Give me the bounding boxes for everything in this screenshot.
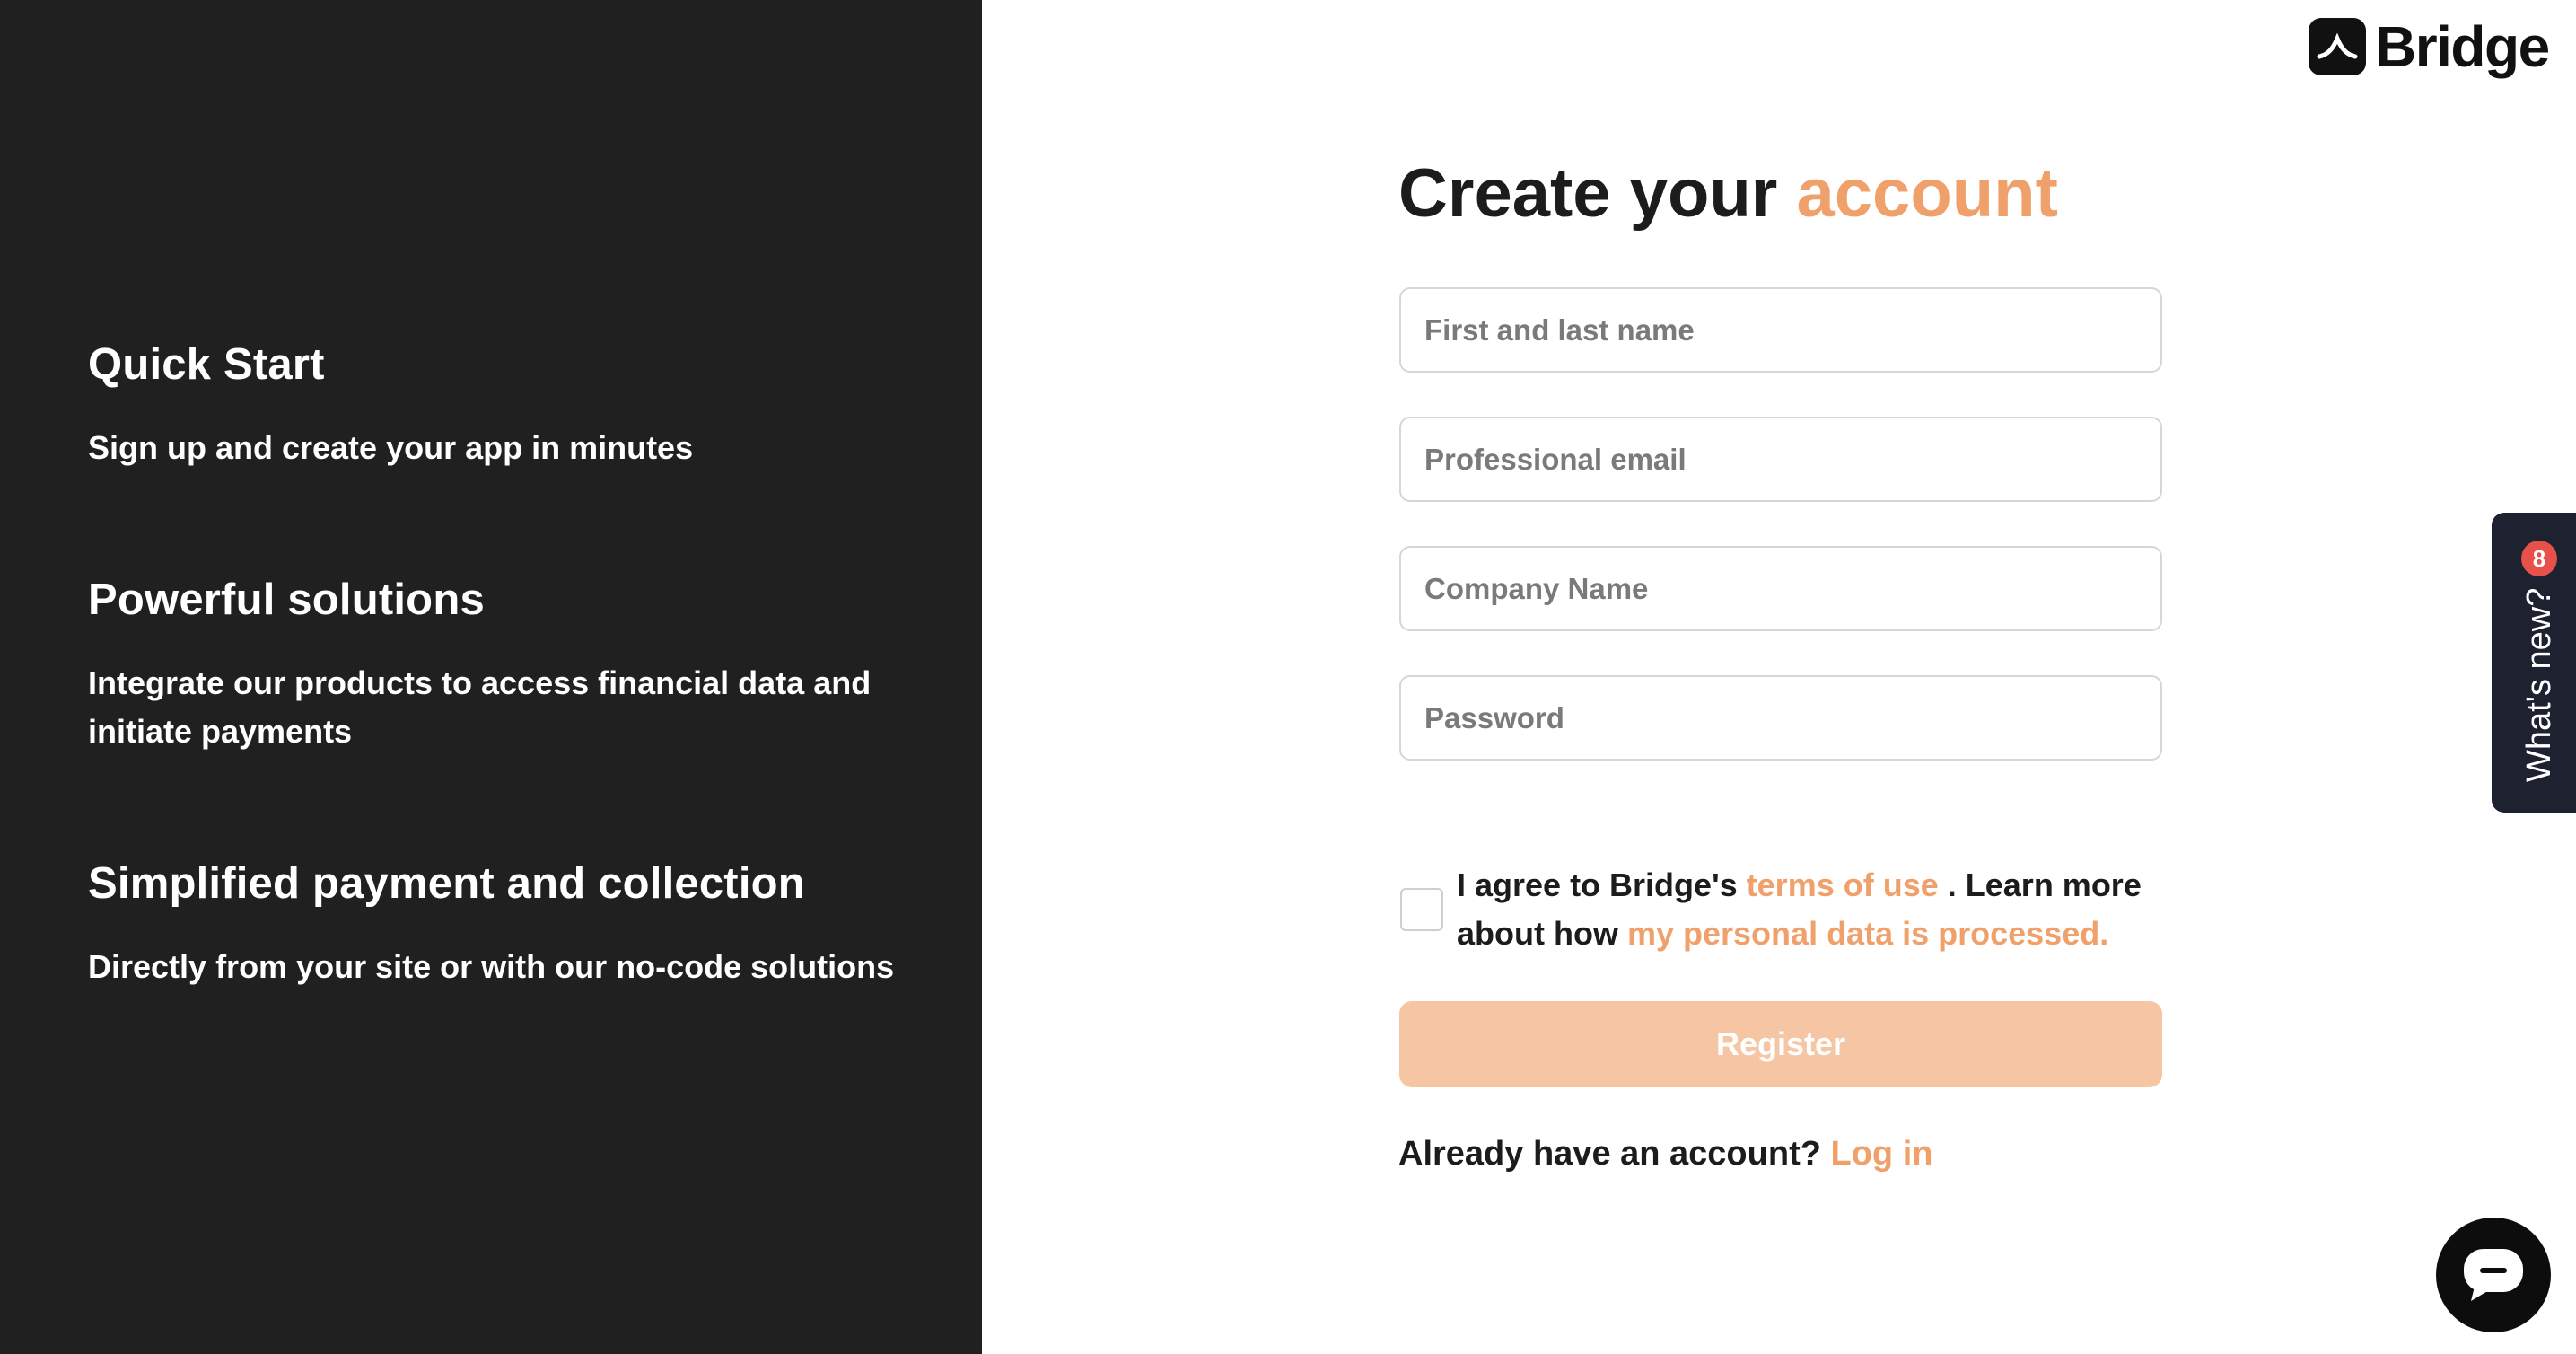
email-input[interactable] — [1399, 417, 2162, 502]
terms-checkbox[interactable] — [1400, 888, 1443, 931]
terms-agreement — [1457, 861, 2193, 958]
login-link[interactable]: Log in — [1830, 1135, 1933, 1173]
privacy-link[interactable]: my personal data is processed. — [1626, 915, 2109, 952]
login-prompt-text: Already have an account? — [1398, 1135, 1821, 1173]
notification-badge: 8 — [2521, 541, 2557, 576]
feature-simplified-payment — [88, 857, 932, 991]
feature-title: Quick Start — [88, 340, 325, 389]
name-input[interactable] — [1399, 287, 2162, 373]
agree-text-1: I agree to Bridge's — [1457, 866, 1738, 903]
feature-text: Sign up and create your app in minutes — [88, 429, 694, 466]
chat-launcher-button[interactable] — [2436, 1218, 2551, 1332]
feature-powerful-solutions — [88, 573, 932, 756]
chat-bubble-icon — [2462, 1247, 2525, 1303]
title-prefix: Create your — [1398, 155, 1778, 232]
bridge-logo[interactable] — [2309, 14, 2549, 79]
feature-text: Integrate our products to access financial data and initiate payments — [88, 664, 872, 750]
register-button[interactable]: Register — [1399, 1001, 2162, 1087]
bridge-logo-icon — [2309, 18, 2366, 75]
agree-text-2: . Learn more about how — [1457, 866, 2142, 952]
company-input[interactable] — [1399, 546, 2162, 631]
password-input[interactable] — [1399, 675, 2162, 761]
page-title — [1398, 153, 2058, 235]
terms-of-use-link[interactable]: terms of use — [1746, 866, 1939, 903]
feature-title: Powerful solutions — [88, 576, 485, 624]
login-prompt — [1398, 1129, 1932, 1179]
features-panel — [0, 0, 982, 1354]
title-accent: account — [1796, 155, 2058, 232]
whats-new-label: What's new? — [2520, 587, 2558, 782]
bridge-logo-text: Bridge — [2375, 14, 2549, 79]
feature-text: Directly from your site or with our no-code solutions — [88, 948, 895, 985]
whats-new-tab[interactable] — [2492, 513, 2576, 813]
feature-quick-start — [88, 338, 932, 472]
feature-title: Simplified payment and collection — [88, 859, 805, 908]
